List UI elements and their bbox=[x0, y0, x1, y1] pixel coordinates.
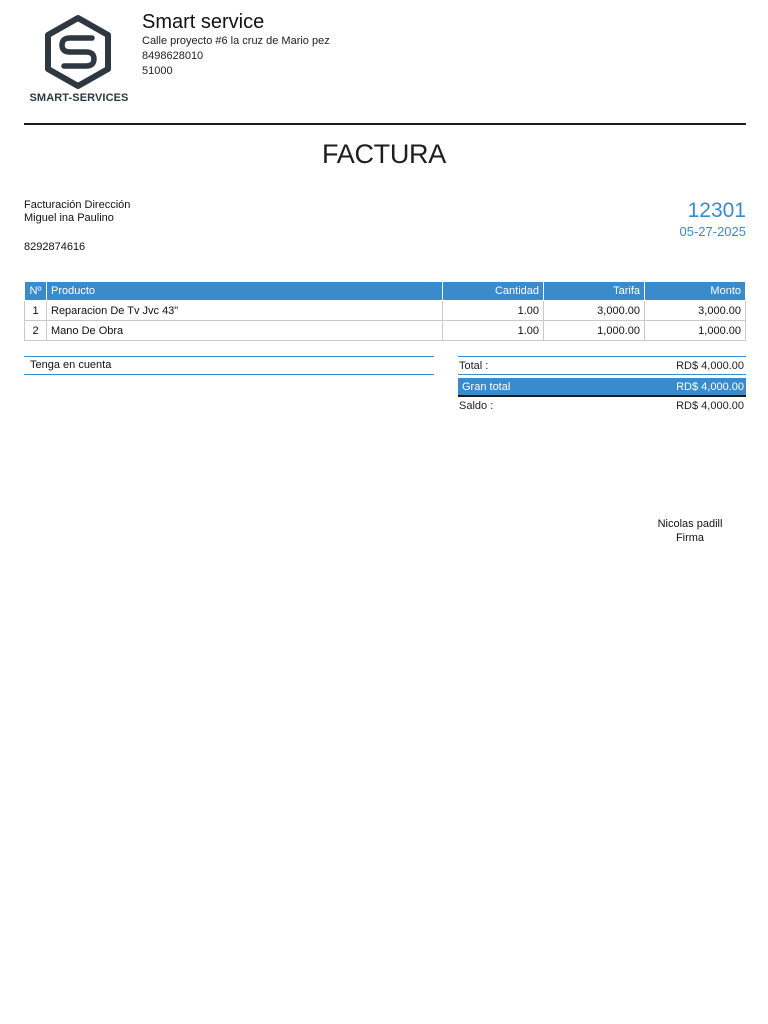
row-rate: 3,000.00 bbox=[544, 301, 645, 321]
invoice-number: 12301 bbox=[687, 199, 746, 222]
table-header-row bbox=[25, 282, 746, 301]
grand-total-value: RD$ 4,000.00 bbox=[676, 381, 744, 393]
header-quantity: Cantidad bbox=[443, 282, 544, 301]
customer-name: Miguel ina Paulino bbox=[24, 212, 114, 224]
line-items-table bbox=[24, 281, 746, 341]
billing-address bbox=[24, 199, 130, 254]
row-number: 1 bbox=[25, 301, 47, 321]
hexagon-s-logo-icon bbox=[40, 14, 116, 90]
company-postal-code: 51000 bbox=[142, 65, 173, 77]
signer-name: Nicolas padill bbox=[657, 518, 723, 530]
header-product: Producto bbox=[47, 282, 443, 301]
header-rate: Tarifa bbox=[544, 282, 645, 301]
row-rate: 1,000.00 bbox=[544, 321, 645, 341]
notes-label: Tenga en cuenta bbox=[30, 359, 112, 371]
table-row bbox=[25, 301, 746, 321]
customer-phone: 8292874616 bbox=[24, 241, 86, 253]
row-quantity: 1.00 bbox=[443, 321, 544, 341]
table-row bbox=[25, 321, 746, 341]
grand-total-label: Gran total bbox=[462, 381, 511, 393]
balance-value: RD$ 4,000.00 bbox=[676, 400, 744, 412]
company-name: Smart service bbox=[142, 11, 265, 33]
invoice-meta bbox=[680, 198, 747, 239]
row-product: Reparacion De Tv Jvc 43" bbox=[47, 301, 443, 321]
invoice-header bbox=[24, 10, 746, 110]
total-row bbox=[458, 356, 746, 375]
header-amount: Monto bbox=[645, 282, 746, 301]
invoice-date: 05-27-2025 bbox=[679, 224, 746, 239]
row-amount: 3,000.00 bbox=[645, 301, 746, 321]
row-quantity: 1.00 bbox=[443, 301, 544, 321]
row-amount: 1,000.00 bbox=[645, 321, 746, 341]
header-divider bbox=[24, 123, 746, 125]
grand-total-row bbox=[458, 378, 746, 397]
company-address: Calle proyecto #6 la cruz de Mario pez bbox=[142, 35, 330, 47]
total-value: RD$ 4,000.00 bbox=[676, 360, 744, 372]
total-label: Total : bbox=[459, 360, 489, 372]
row-product: Mano De Obra bbox=[47, 321, 443, 341]
document-title: FACTURA bbox=[322, 139, 446, 169]
signature-label: Firma bbox=[675, 532, 705, 544]
row-number: 2 bbox=[25, 321, 47, 341]
company-info bbox=[142, 10, 330, 79]
totals-panel bbox=[458, 356, 746, 416]
header-number: Nº bbox=[25, 282, 47, 301]
balance-row bbox=[458, 397, 746, 416]
balance-label: Saldo : bbox=[459, 400, 494, 412]
company-phone: 8498628010 bbox=[142, 50, 204, 62]
logo-wordmark: SMART-SERVICES bbox=[29, 92, 129, 104]
signature-block bbox=[640, 517, 740, 545]
billing-label: Facturación Dirección bbox=[24, 199, 131, 211]
notes-box bbox=[24, 356, 434, 375]
company-logo bbox=[26, 14, 130, 106]
